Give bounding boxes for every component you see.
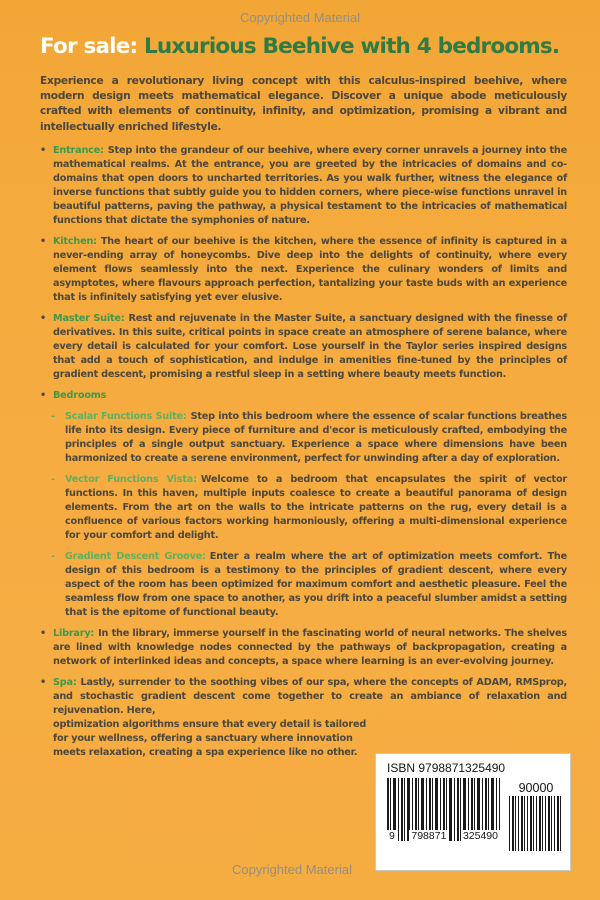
cover-content [40, 32, 567, 767]
entrance-label: Entrance: [53, 144, 104, 156]
bullet-marker: • [40, 312, 46, 324]
list-item-vector-functions-vista [40, 473, 567, 543]
bullet-marker: • [40, 627, 46, 639]
dash-marker: - [51, 473, 55, 485]
dash-marker: - [51, 410, 55, 422]
list-item-library [40, 627, 567, 669]
isbn-barcode-panel [375, 753, 571, 871]
headline-prefix: For sale: [40, 34, 138, 59]
ean-digit-group: 798871 [411, 830, 447, 842]
copyright-watermark-top: Copyrighted Material [240, 10, 360, 25]
list-item-bedrooms [40, 389, 567, 403]
price-barcode-bars [509, 796, 563, 851]
kitchen-text: The heart of our beehive is the kitchen, where the essence of infinity is captured in a never-ending array of honeycombs. Dive deep into the delights of continuity, where every element flows seamlessly into the next. Experience the culinary wonders of limits and asymptotes, where flavours approach perfection, tantalizing your taste buds with an experience that is infinitely satisfying yet ever elusive. [53, 235, 567, 303]
copyright-watermark-bottom: Copyrighted Material [232, 862, 352, 877]
list-item-gradient-descent-groove [40, 550, 567, 620]
bullet-marker: • [40, 389, 46, 401]
scalar-functions-suite-text: Step into this bedroom where the essence of scalar functions breathes life into its design. Every piece of furniture and d'ecor is meticulously crafted, embodying the principles of a single output sanctuary. Experience a space where dimensions have been harmonized to create a serene environment, perfect for unwinding after a day of exploration. [65, 410, 567, 464]
vector-functions-vista-text: Welcome to a bedroom that encapsulates the spirit of vector functions. In this haven, multiple inputs coalesce to create a beautiful panorama of design elements. From the art on the walls to the intricate patterns on the rug, every detail is a confluence of various factors working harmoniously, offering a multi-dimensional experience for your comfort and delight. [65, 473, 567, 541]
price-addon-barcode [509, 778, 563, 851]
library-label: Library: [53, 627, 95, 639]
list-item-master-suite [40, 312, 567, 382]
ean-digit-group: 325490 [462, 830, 498, 842]
dash-marker: - [51, 550, 55, 562]
gradient-descent-groove-label: Gradient Descent Groove: [65, 550, 206, 562]
bedrooms-label: Bedrooms [53, 389, 107, 401]
library-text: In the library, immerse yourself in the fascinating world of neural networks. The shelves are lined with knowledge nodes connected by the pathways of backpropagation, creating a network of interlinked ideas and concepts, a space where learning is an ever-evolving journey. [53, 627, 567, 667]
ean-barcode [387, 778, 500, 851]
master-suite-text: Rest and rejuvenate in the Master Suite, a sanctuary designed with the finesse of derivatives. In this suite, critical points in space create an atmosphere of serene balance, where every detail is calculated for your comfort. Lose yourself in the Taylor series inspired designs that add a touch of sophistication, and indulge in amenities fine-tuned by the principles of gradient descent, promising a restful sleep in a setting where beauty meets function. [53, 312, 567, 380]
headline-main: Luxurious Beehive with 4 bedrooms. [144, 34, 560, 59]
gradient-descent-groove-text: Enter a realm where the art of optimization meets comfort. The design of this bedroom is a testimony to the principles of gradient descent, where every aspect of the room has been optimized for maximum comfort and aesthetic pleasure. Feel the seamless flow from one space to another, as you drift into a peaceful slumber amidst a setting that is the epitome of functional beauty. [65, 550, 567, 618]
list-item-spa [40, 676, 567, 760]
spa-label: Spa: [53, 676, 77, 688]
list-item-entrance [40, 144, 567, 228]
bullet-marker: • [40, 676, 46, 688]
master-suite-label: Master Suite: [53, 312, 125, 324]
isbn-number: ISBN 9798871325490 [387, 761, 506, 775]
kitchen-label: Kitchen: [53, 235, 97, 247]
ean-digit-group: 9 [389, 830, 395, 842]
spa-text: Lastly, surrender to the soothing vibes of our spa, where the concepts of ADAM, RMSprop, and stochastic gradient descent come together to create an ambiance of relaxation and rejuvenation. Here, [53, 676, 567, 716]
entrance-text: Step into the grandeur of our beehive, where every corner unravels a journey into the mathematical realms. At the entrance, you are greeted by the intricacies of domains and co-domains that open doors to uncharted territories. As you walk further, witness the elegance of inverse functions that subtly guide you to hidden corners, where piece-wise functions unravel in beautiful patterns, paving the pathway, a physical testament to the intricacies of mathematical functions that dictate the symphonies of nature. [53, 144, 567, 226]
intro-paragraph: Experience a revolutionary living concept with this calculus-inspired beehive, where modern design meets mathematical elegance. Discover a unique abode meticulously crafted with elements of continuity, infinity, and optimization, promising a vibrant and intellectually enriched lifestyle. [40, 75, 567, 133]
ean-barcode-digits [387, 830, 500, 842]
vector-functions-vista-label: Vector Functions Vista: [65, 473, 197, 485]
bullet-marker: • [40, 235, 46, 247]
bullet-marker: • [40, 144, 46, 156]
feature-list [40, 144, 567, 760]
headline [40, 32, 567, 62]
barcode-row [376, 778, 570, 851]
scalar-functions-suite-label: Scalar Functions Suite: [65, 410, 187, 422]
price-code: 90000 [518, 781, 554, 795]
list-item-kitchen [40, 235, 567, 305]
spa-text-continued: optimization algorithms ensure that every detail is tailored for your wellness, offering a sanctuary where innovation meets relaxation, creating a spa experience like no other. [53, 718, 367, 758]
list-item-scalar-functions-suite [40, 410, 567, 466]
